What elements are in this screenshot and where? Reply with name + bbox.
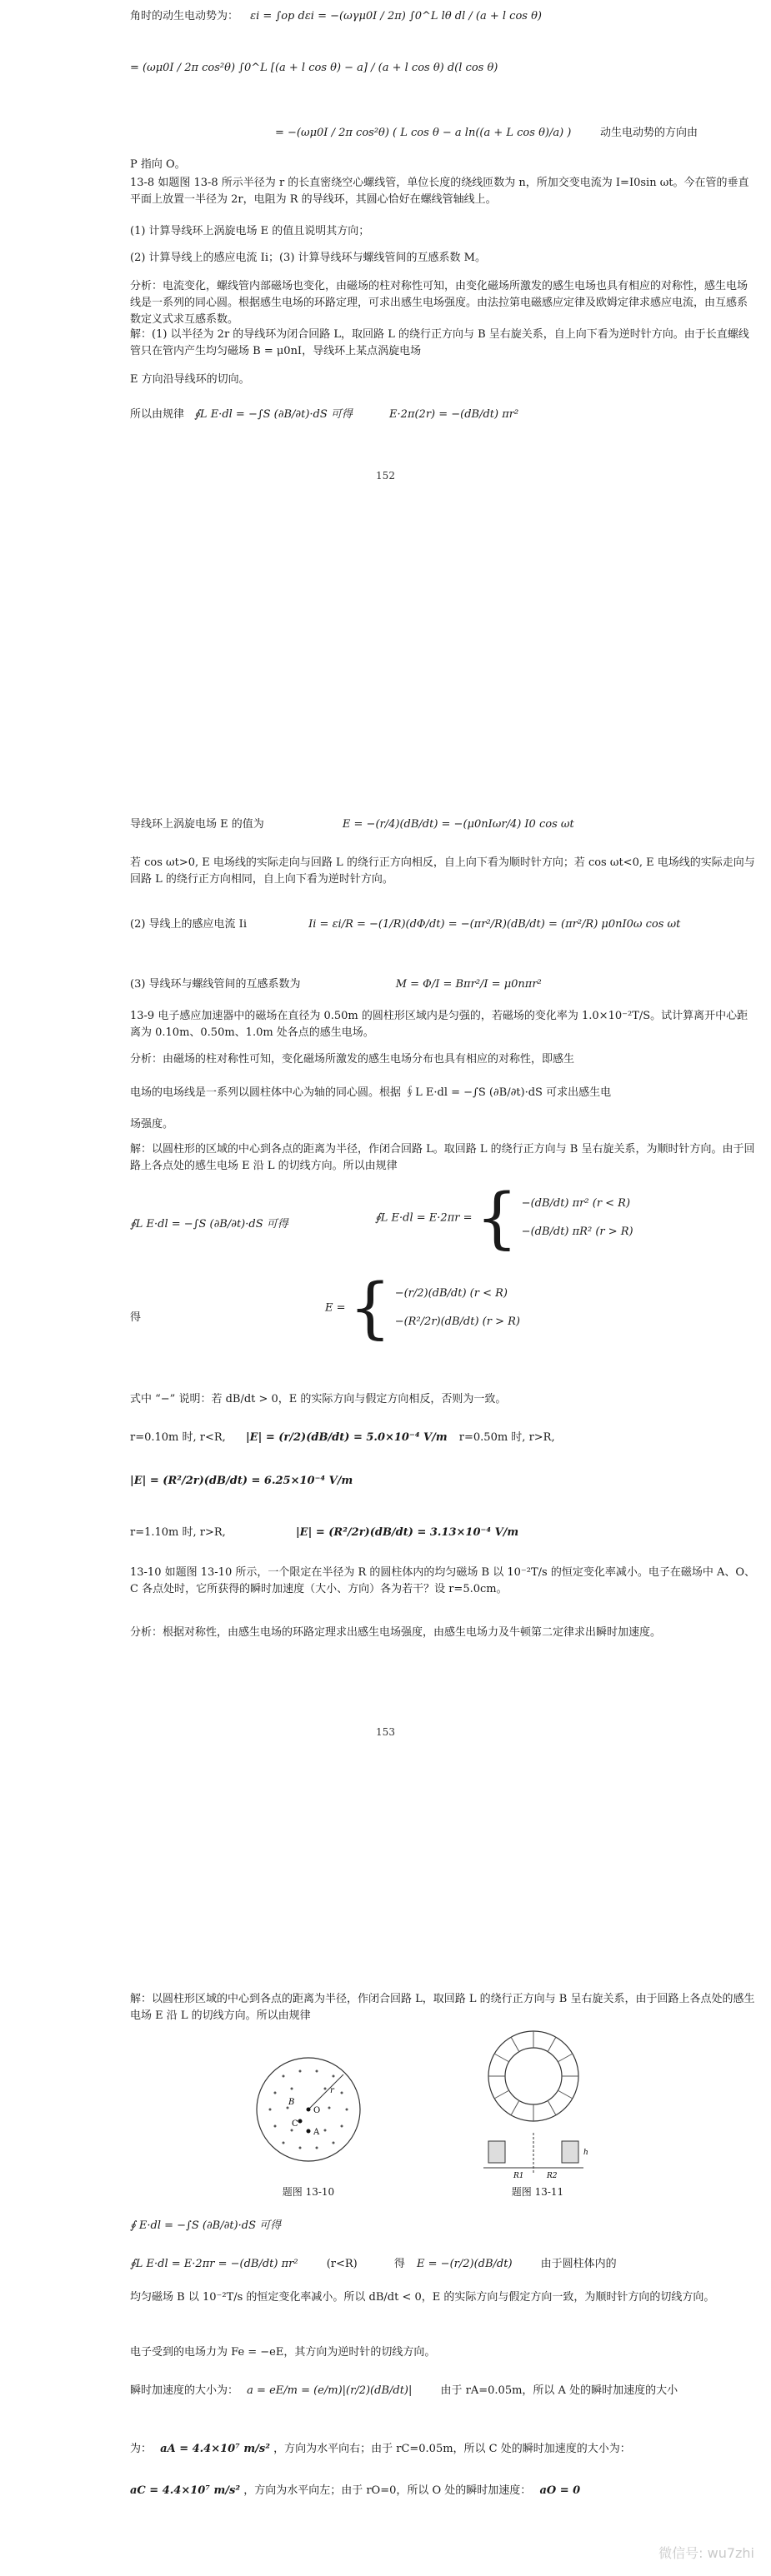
fig11-inner [505,2048,562,2104]
wire-e-line [130,816,755,833]
de-label: 得 [130,1311,142,1324]
accel-eq: a = eE/m = (e/m)|(r/2)(dB/dt)| [247,2384,413,2397]
law-13-10: ∮ E·dl = −∫S (∂B/∂t)·dS 可得 [130,2219,282,2232]
e-cases-lhs: E = [325,1301,346,1315]
fig10-point-o [307,2108,311,2112]
force-text: 电子受到的电场力为 Fe = −eE，其方向为逆时针的切线方向。 [130,2346,436,2359]
ac-eq: aC = 4.4×10⁷ m/s² [130,2484,241,2497]
r1-eq: |E| = (r/2)(dB/dt) = 5.0×10⁻⁴ V/m [245,1431,448,1444]
e-case-1: −(r/2)(dB/dt) (r < R) [394,1287,508,1300]
figure-13-10 [250,2051,367,2168]
cos-note: 若 cos ωt>0, E 电场线的实际走向与回路 L 的绕行正方向相反，自上向下看为顺时针方向；若 cos ωt<0, E 电场线的实际走向与回路 L 的绕行正方向相同，自上向下看为逆时针方向。 [130,856,755,886]
induced-eq: Ii = εi/R = −(1/R)(dΦ/dt) = −(πr²/R)(dB/dt) = (πr²/R) μ0nI0ω cos ωt [308,918,681,931]
wire-e-label: 导线环上涡旋电场 E 的值为 [130,818,264,831]
aa-note: ，方向为水平向右；由于 rC=0.05m，所以 C 处的瞬时加速度的大小为： [273,2443,631,2455]
accel-label: 瞬时加速度的大小为： [130,2384,239,2397]
aa-eq: aA = 4.4×10⁷ m/s² [160,2443,270,2455]
law-label: 所以由规律 [130,408,185,421]
ac-line [130,2483,755,2499]
watermark: 微信号: wu7zhi [658,2545,754,2562]
problem-13-10: 13-10 如题图 13-10 所示，一个限定在半径为 R 的圆柱体内的均匀磁场 B 以 10⁻²T/s 的恒定变化率减小。电子在磁场中 A、O、C 各点处时，它所获得的瞬时加速度（大小、方向）各为若干？设 r=5.0cm。 [130,1566,756,1596]
analysis-13-9-3: 场强度。 [130,1118,174,1131]
problem-13-8: 13-8 如题图 13-8 所示半径为 r 的长直密绕空心螺线管，单位长度的绕线匝数为 n，所加交变电流为 I=I0sin ωt。今在管的垂直平面上放置一半径为 2r，电阻为 R 的导线环，其圆心恰好在螺线管轴线上。 [130,177,749,207]
solution-13-8: 解：(1) 以半径为 2r 的导线环为闭合回路 L，取回路 L 的绕行正方向与 B 呈右旋关系，自上向下看为逆时针方向。由于长直螺线管只在管内产生均匀磁场 B = μ0nI，导线环上某点涡旋电场 [130,328,749,358]
since-text: 由于圆柱体内的 [540,2258,617,2270]
question-1: (1) 计算导线环上涡旋电场 E 的值且说明其方向； [130,225,370,237]
fig11-label-h: h [583,2149,588,2157]
e-cases-13-9 [325,1269,520,1346]
brace-icon-2: { [348,1269,392,1346]
line-first [130,8,755,25]
mutual-eq: M = Φ/I = Bπr²/I = μ0nπr² [395,978,542,991]
r2-label: r=0.50m 时, r>R, [458,1431,555,1444]
minus-note: 式中 “−” 说明：若 dB/dt > 0，E 的实际方向与假定方向相反，否则为一致。 [130,1393,507,1405]
fig11-label-r1: R1 [513,2172,524,2180]
induced-line [130,916,755,933]
dir-note: 动生电动势的方向由 [600,127,698,139]
fig10-label-c: C [292,2119,298,2129]
accel-line [130,2383,755,2399]
mutual-line [130,976,755,993]
solution-13-10: 解：以圆柱形区域的中心到各点的距离为半径，作闭合回路 L，取回路 L 的绕行正方向与 B 呈右旋关系，由于回路上各点处的感生电场 E 沿 L 的切线方向。所以由规律 [130,1993,755,2023]
wire-e-eq: E = −(r/4)(dB/dt) = −(μ0nIωr/4) I0 cos ωt [342,818,574,831]
cases-13-9 [375,1179,633,1256]
ac-note: ，方向为水平向左；由于 rO=0，所以 O 处的瞬时加速度： [243,2484,532,2497]
uniform-text: 均匀磁场 B 以 10⁻²T/s 的恒定变化率减小。所以 dB/dt < 0，E 的实际方向与假定方向一致，为顺时针方向的切线方向。 [130,2291,715,2304]
law-13-9: ∮L E·dl = −∫S (∂B/∂t)·dS 可得 [130,1218,288,1231]
r1-line [130,1430,755,1446]
fig10-radius [308,2074,343,2109]
question-2: (2) 计算导线上的感应电流 Ii；(3) 计算导线环与螺线管间的互感系数 M。 [130,252,486,264]
law-13-10-res: E = −(r/2)(dB/dt) [417,2258,513,2270]
eq-second: = (ωμ0I / 2π cos²θ) ∫0^L [(a + l cos θ) − a] / (a + l cos θ) d(l cos θ) [130,62,498,74]
problem-13-9: 13-9 电子感应加速器中的磁场在直径为 0.50m 的圆柱形区域内是匀强的，若磁场的变化率为 1.0×10⁻²T/S。试计算离开中心距离为 0.10m、0.50m、1.0m 处各点的感生电场。 [130,1010,748,1040]
fig10-point-c [298,2119,303,2124]
aa-line [130,2441,755,2458]
fig11-section-left [488,2141,505,2163]
accel-note: 由于 rA=0.05m，所以 A 处的瞬时加速度的大小 [440,2384,678,2397]
fig10-label-r: r [330,2086,334,2095]
eq-emf: εi = ∫op dεi = −(ωγμ0I / 2π) ∫0^L lθ dl / (a + l cos θ) [250,10,542,22]
solution-13-9: 解：以圆柱形的区域的中心到各点的距离为半径，作闭合回路 L。取回路 L 的绕行正方向与 B 呈右旋关系，为顺时针方向。由于回路上各点处的感生电场 E 沿 L 的切线方向。所以由规律 [130,1143,755,1173]
cases-body [522,1190,633,1246]
caption-13-10: 题图 13-10 [282,2186,335,2198]
fig11-section-right [562,2141,578,2163]
figure-13-11 [467,2024,608,2183]
aa-label: 为： [130,2443,153,2455]
case-1: −(dB/dt) πr² (r < R) [521,1197,631,1211]
law-line [130,407,755,423]
ao-eq: aO = 0 [539,2484,581,2497]
mutual-label: (3) 导线环与螺线管间的互感系数为 [130,978,301,991]
analysis-13-10: 分析：根据对称性，由感生电场的环路定理求出感生电场强度，由感生电场力及牛顿第二定律求出瞬时加速度。 [130,1626,662,1639]
r2-eq: |E| = (R²/2r)(dB/dt) = 6.25×10⁻⁴ V/m [130,1475,353,1487]
page-153 [0,800,771,1758]
law-13-10-2-line [130,2256,755,2273]
fig10-label-a: A [313,2128,320,2137]
r3-label: r=1.10m 时, r>R, [130,1526,226,1539]
law-eq-2: E·2π(2r) = −(dB/dt) πr² [389,408,519,421]
case-2: −(dB/dt) πR² (r > R) [521,1226,633,1238]
e-cases-body [395,1280,520,1336]
cases-lhs: ∮L E·dl = E·2πr = [375,1211,473,1225]
brace-icon: { [475,1179,518,1256]
fig11-label-r2: R2 [547,2172,558,2180]
r3-eq: |E| = (R²/2r)(dB/dt) = 3.13×10⁻⁴ V/m [295,1526,519,1539]
r3-line [130,1525,755,1541]
fig10-label-b: B [288,2098,295,2107]
fig10-point-a [307,2129,311,2134]
page-number-153: 153 [376,1726,395,1738]
text-first: 角时的动生电动势为： [130,10,239,22]
page-number-152: 152 [376,470,395,482]
analysis-13-8: 分析：电流变化，螺线管内部磁场也变化，由磁场的柱对称性可知，由变化磁场所激发的感生电场也具有相应的对称性，感生电场线是一系列的同心圆。根据感生电场的环路定理，可求出感生电场强度。由法拉第电磁感应定律及欧姆定律求感应电流，由互感系数定义式求互感系数。 [130,280,748,327]
r1-label: r=0.10m 时, r<R, [130,1431,226,1444]
fig10-label-o: O [313,2106,321,2115]
analysis-13-9-2: 电场的电场线是一系列以圆柱体中心为轴的同心圆。根据 ∮L E·dl = −∫S (∂B/∂t)·dS 可求出感生电 [130,1086,612,1099]
analysis-13-9: 分析：由磁场的柱对称性可知，变化磁场所激发的感生电场分布也具有相应的对称性，即感生 [130,1053,575,1066]
law-13-10-2: ∮L E·dl = E·2πr = −(dB/dt) πr² [130,2258,298,2270]
e-case-2: −(R²/2r)(dB/dt) (r > R) [394,1315,520,1328]
caption-13-11: 题图 13-11 [511,2186,564,2198]
page-154 [0,1991,771,2574]
law-eq: ∮L E·dl = −∫S (∂B/∂t)·dS 可得 [194,408,353,421]
law-13-10-de: 得 [393,2258,405,2270]
solution-13-8-2: E 方向沿导线环的切向。 [130,373,250,386]
induced-label: (2) 导线上的感应电流 Ii [130,918,247,931]
page-152 [0,0,771,492]
eq-third: = −(ωμ0I / 2π cos²θ) ( L cos θ − a ln((a + L cos θ)/a) ) [275,127,572,139]
dir-note-2: P 指向 O。 [130,158,186,171]
law-13-10-2-cond: (r<R) [326,2258,358,2270]
